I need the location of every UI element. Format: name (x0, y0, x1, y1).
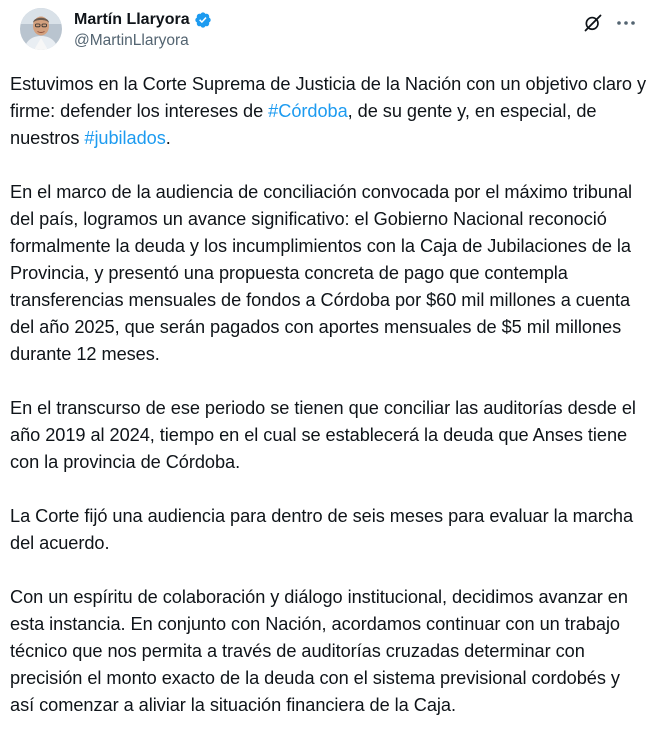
post-paragraph: En el marco de la audiencia de conciliación convocada por el máximo tribunal del país, logramos un avance significativo: el Gobierno Nacional reconoció formalmente la deuda y los incumplimientos con la Caja de Jubilaciones de la Provincia, y presentó una propuesta concreta de pago que contempla transferencias mensuales de fondos a Córdoba por $60 mil millones a cuenta del año 2025, que serán pagados con aportes mensuales de $5 mil millones durante 12 meses. (10, 182, 633, 364)
name-row (74, 9, 212, 31)
post-paragraph: En el transcurso de ese periodo se tienen que conciliar las auditorías desde el año 2019 al 2024, tiempo en el cual se establecerá la deuda que Anses tiene con la provincia de Córdoba. (10, 398, 636, 472)
more-options-icon[interactable] (615, 13, 637, 33)
post-paragraph: La Corte fijó una audiencia para dentro de seis meses para evaluar la marcha del acuerdo. (10, 506, 634, 553)
verified-badge-icon[interactable] (194, 11, 212, 29)
post-header (10, 0, 647, 62)
post-paragraph (10, 71, 647, 152)
author-name[interactable]: Martín Llaryora (74, 11, 190, 28)
post-paragraph: Con un espíritu de colaboración y diálogo institucional, decidimos avanzar en esta instancia. En conjunto con Nación, acordamos continuar con un trabajo técnico que nos permita a través de auditorías cruzadas determinar con precisión el monto exacto de la deuda con el sistema previsional cordobés y así comenzar a aliviar la situación financiera de la Caja. (10, 587, 628, 715)
paragraph-text: . (165, 128, 171, 148)
avatar[interactable] (20, 8, 62, 50)
hashtag-jubilados-link[interactable]: #jubilados (84, 128, 166, 148)
paragraph-text: Estuvimos en la Corte Suprema de Justicia de la Nación con un objetivo claro y firme: defender los intereses de (10, 74, 647, 121)
paragraph-text: , de su gente y, en especial, de nuestros (10, 101, 597, 148)
author-handle[interactable]: @MartinLlaryora (74, 32, 189, 49)
post-text (10, 62, 647, 719)
hashtag-cordoba-link[interactable]: #Córdoba (268, 101, 348, 121)
profile-photo-icon (20, 8, 62, 50)
grok-icon[interactable] (583, 13, 603, 33)
author-info (74, 9, 212, 50)
